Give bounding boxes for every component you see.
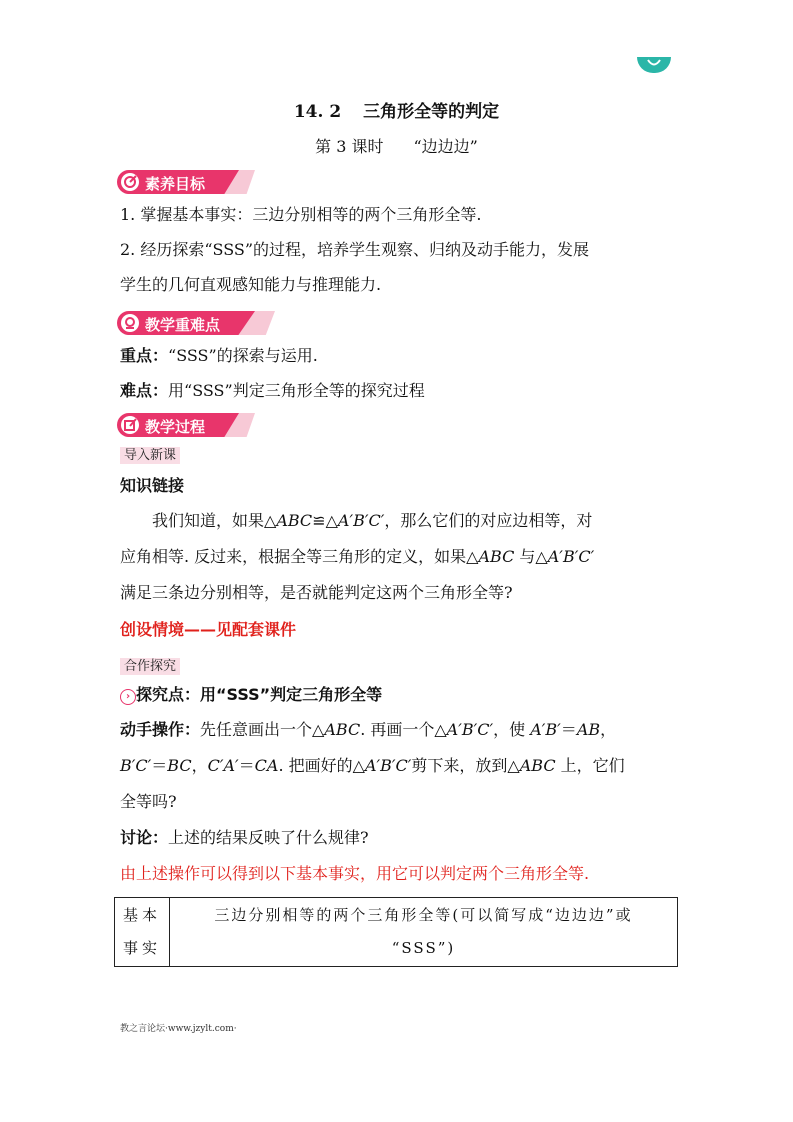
intro-heading: 知识链接: [120, 476, 185, 495]
location-pin-icon: [121, 314, 139, 332]
edit-icon: [121, 416, 139, 434]
section-label: 教学过程: [145, 418, 206, 436]
operation-line1: 动手操作：先任意画出一个△ABC. 再画一个△A′B′C′，使 A′B′＝AB，: [120, 720, 617, 739]
section-badge-difficulty: [117, 311, 277, 335]
section-badge-process: [117, 413, 257, 437]
intro-tag: [120, 444, 180, 463]
goal-item: 2. 经历探索“SSS”的过程，培养学生观察、归纳及动手能力，发展: [120, 240, 590, 259]
section-badge-goals: [117, 170, 257, 194]
hard-label: 难点：: [120, 381, 169, 400]
title-text: 三角形全等的判定: [363, 102, 500, 122]
hard-text: 用“SSS”判定三角形全等的探究过程: [168, 381, 425, 400]
operation-line2: B′C′＝BC，C′A′＝CA. 把画好的△A′B′C′剪下来，放到△ABC 上，它们: [120, 756, 625, 775]
key-point: [120, 338, 680, 373]
explore-point: [120, 677, 680, 712]
corner-decoration: [637, 57, 671, 73]
intro-tag-label: 导入新课: [120, 447, 180, 464]
explore-point-text: 探究点：用“SSS”判定三角形全等: [136, 685, 383, 704]
goal-item: 1. 掌握基本事实：三边分别相等的两个三角形全等.: [120, 205, 482, 224]
key-label: 重点：: [120, 346, 169, 365]
chevron-right-icon: ›: [120, 689, 136, 705]
lesson-name: “边边边”: [413, 137, 478, 156]
scenario-link[interactable]: 创设情境——见配套课件: [120, 620, 297, 639]
target-icon: [121, 173, 139, 191]
section-label: 素养目标: [145, 175, 206, 193]
fact-table-content: 三边分别相等的两个三角形全等(可以简写成“边边边”或 “SSS”): [170, 898, 678, 967]
discussion-label: 讨论：: [120, 828, 169, 847]
goals-list: [120, 197, 680, 302]
difficulty-block: [120, 338, 680, 408]
smile-icon: [637, 57, 671, 73]
operation-label: 动手操作：: [120, 720, 201, 739]
intro-paragraph: 我们知道，如果△ABC≌△A′B′C′，那么它们的对应边相等，对: [152, 511, 593, 530]
explore-tag-label: 合作探究: [120, 658, 180, 675]
fact-table-header: 基本 事实: [115, 898, 170, 967]
title-number: 14. 2: [293, 102, 342, 122]
page-title: [0, 97, 793, 122]
lesson-subtitle: [0, 134, 793, 157]
key-text: “SSS”的探索与运用.: [168, 346, 318, 365]
intro-paragraph-line3: 满足三条边分别相等，是否就能判定这两个三角形全等?: [120, 583, 513, 602]
intro-paragraph-line2: 应角相等. 反过来，根据全等三角形的定义，如果△ABC 与△A′B′C′: [120, 547, 595, 566]
goal-item: 学生的几何直观感知能力与推理能力.: [120, 275, 382, 294]
footer-text: 教之言论坛·www.jzylt.com·: [120, 1024, 237, 1034]
explore-block: [120, 677, 680, 892]
intro-block: [120, 468, 680, 649]
operation-line3: 全等吗?: [120, 792, 177, 811]
conclusion-text: 由上述操作可以得到以下基本事实，用它可以判定两个三角形全等.: [120, 864, 590, 883]
explore-tag: [120, 655, 180, 674]
basic-fact-table: [114, 897, 678, 967]
section-label: 教学重难点: [145, 316, 221, 334]
discussion: [120, 820, 680, 856]
hard-point: [120, 373, 680, 408]
discussion-text: 上述的结果反映了什么规律?: [168, 828, 369, 847]
lesson-number: 第 3 课时: [315, 137, 384, 156]
